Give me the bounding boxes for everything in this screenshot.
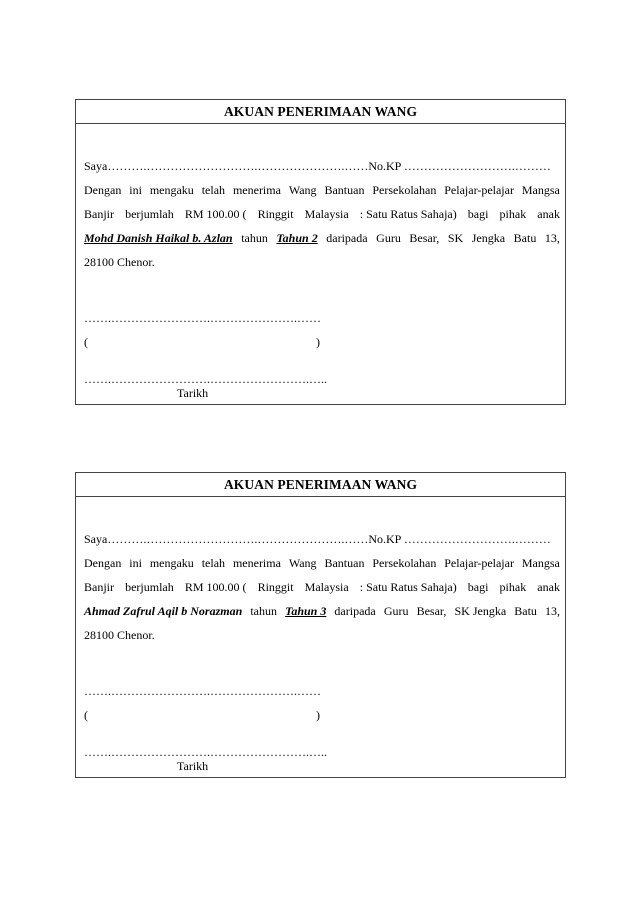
word: Dengan (84, 183, 122, 197)
word: anak (537, 207, 560, 221)
word: tahun (241, 231, 268, 245)
date-line: …….…………………….…………………….….. (84, 745, 327, 759)
word: Guru (376, 231, 401, 245)
word: bagi (467, 207, 489, 221)
word: Banjir (84, 580, 114, 594)
name-paren-close: ) (316, 708, 320, 722)
name-paren-open: ( (84, 335, 88, 349)
name-paren-open: ( (84, 708, 88, 722)
word: SK Jengka (454, 604, 507, 618)
word: telah (201, 556, 226, 570)
signature-line: …….…………………….………………….…… (84, 311, 321, 325)
declaration-line-2 (84, 207, 560, 222)
receipt-form-1 (75, 99, 566, 405)
word: Mangsa (521, 183, 560, 197)
word: Wang (288, 556, 317, 570)
word: Banjir (84, 207, 114, 221)
word: Persekolahan (372, 183, 437, 197)
student-name: Mohd Danish Haikal b. Azlan (84, 231, 233, 245)
receipt-form-2 (75, 472, 566, 778)
word: Ringgit (257, 207, 294, 221)
word: mengaku (149, 556, 194, 570)
address-line: 28100 Chenor. (84, 628, 155, 642)
declaration-line-3 (84, 231, 560, 246)
word: Malaysia (304, 207, 349, 221)
word: RM 100.00 ( (184, 580, 247, 594)
word: daripada (334, 604, 376, 618)
word: Batu (513, 231, 537, 245)
word: bagi (467, 580, 489, 594)
word: Batu (514, 604, 537, 618)
word: : Satu Ratus Sahaja) (359, 580, 457, 594)
word: daripada (326, 231, 368, 245)
word: pihak (499, 580, 527, 594)
word: Mangsa (521, 556, 560, 570)
word: Besar, (409, 231, 440, 245)
word: ini (129, 183, 142, 197)
declaration-line-1 (84, 183, 560, 198)
address-line: 28100 Chenor. (84, 255, 155, 269)
word: telah (201, 183, 226, 197)
word: Persekolahan (372, 556, 437, 570)
declaration-line-3 (84, 604, 560, 619)
word: Pelajar-pelajar (444, 556, 514, 570)
word: berjumlah (125, 580, 174, 594)
word: menerima (232, 183, 281, 197)
word: Bantuan (324, 556, 365, 570)
date-label: Tarikh (177, 759, 209, 773)
word: berjumlah (125, 207, 174, 221)
declaration-line-2 (84, 580, 560, 595)
signature-line: …….…………………….………………….…… (84, 684, 321, 698)
word: : Satu Ratus Sahaja) (359, 207, 457, 221)
word: Wang (288, 183, 317, 197)
word: 13, (544, 604, 560, 618)
word: anak (537, 580, 560, 594)
word: pihak (499, 207, 527, 221)
word: RM 100.00 ( (184, 207, 247, 221)
word: Malaysia (304, 580, 349, 594)
name-paren-close: ) (316, 335, 320, 349)
word: 13, (544, 231, 560, 245)
word: Ringgit (257, 580, 294, 594)
form-title: AKUAN PENERIMAAN WANG (76, 100, 565, 124)
student-year: Tahun 3 (285, 604, 327, 618)
word: Pelajar-pelajar (444, 183, 514, 197)
word: menerima (232, 556, 281, 570)
word: Guru (383, 604, 409, 618)
student-year: Tahun 2 (276, 231, 318, 245)
date-label: Tarikh (177, 386, 209, 400)
word: mengaku (149, 183, 194, 197)
word: tahun (250, 604, 278, 618)
student-name: Ahmad Zafrul Aqil b Norazman (84, 604, 243, 618)
date-line: …….…………………….…………………….….. (84, 372, 327, 386)
saya-kp-line: Saya……….……………………….………………….……No.KP ……………………….……… (84, 159, 551, 173)
declaration-line-1 (84, 556, 560, 571)
word: Besar, (416, 604, 447, 618)
word: Jengka (471, 231, 506, 245)
form-title: AKUAN PENERIMAAN WANG (76, 473, 565, 497)
word: ini (129, 556, 142, 570)
word: SK (447, 231, 464, 245)
word: Dengan (84, 556, 122, 570)
saya-kp-line: Saya……….……………………….………………….……No.KP ……………………….……… (84, 532, 551, 546)
word: Bantuan (324, 183, 365, 197)
